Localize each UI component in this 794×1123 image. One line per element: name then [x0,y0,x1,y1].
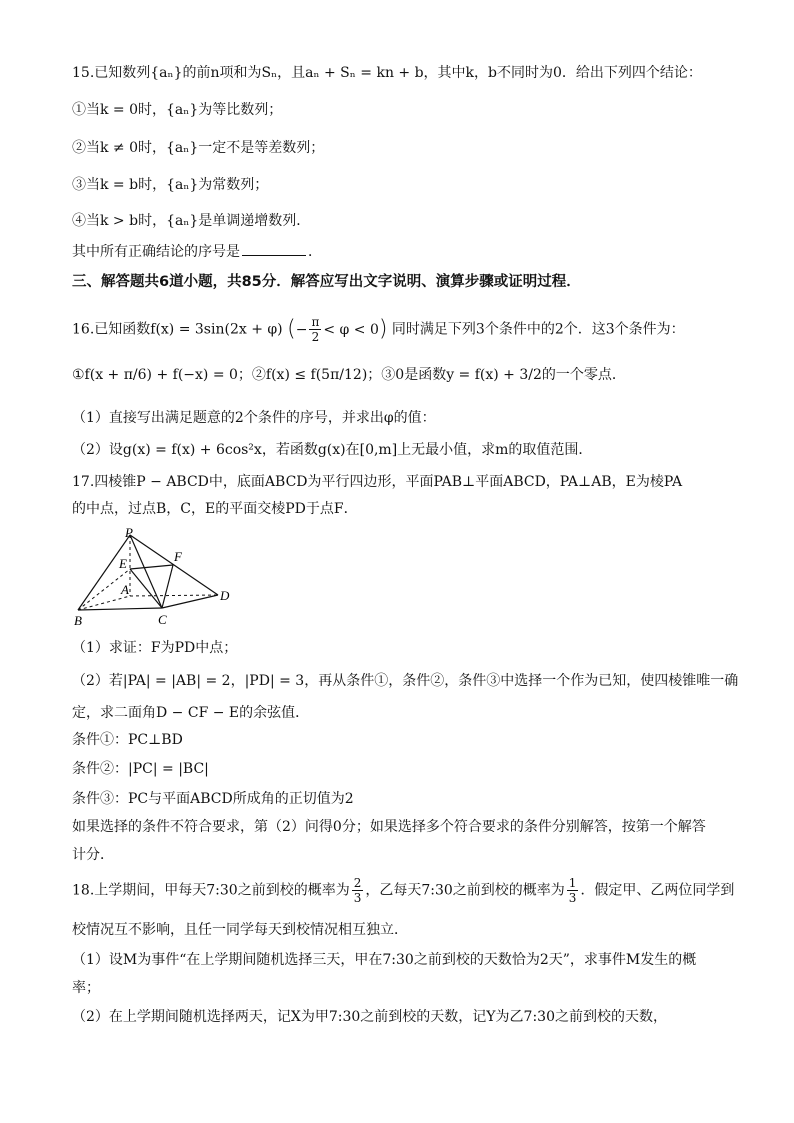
q17-condition-2: 条件②：|PC| = |BC| [72,761,209,777]
q18-stem-text-c: ．假定甲、乙两位同学到 [580,882,735,899]
q15-ask-text: 其中所有正确结论的序号是 [72,244,240,260]
fraction-2-3: $\frac{2}{3}$ [353,876,362,905]
fraction-1-3: $\frac{1}{3}$ [568,876,577,905]
q17-note-2: 计分． [72,847,114,863]
label-C: C [158,612,167,627]
q15-ask: 其中所有正确结论的序号是 ． [72,244,322,260]
q15-stem-text: 15.已知数列{aₙ}的前n项和为Sₙ，且aₙ + Sₙ = kn + b，其中k，b不同时为0．给出下列四个结论： [72,65,702,81]
label-B: B [74,613,82,628]
q17-note-1: 如果选择的条件不符合要求，第（2）问得0分；如果选择多个符合要求的条件分别解答，按第一个解答 [72,819,706,835]
paren-left: ( [287,316,296,342]
q17-stem-1: 17.四棱锥P − ABCD中，底面ABCD为平行四边形，平面PAB⊥平面ABCD，PA⊥AB，E为棱PA [72,474,683,490]
q15-stem [72,64,702,82]
q16-stem [72,315,685,344]
q15-conclusion-1: ①当k = 0时，{aₙ}为等比数列； [72,102,283,118]
label-P: P [125,526,133,540]
q18-part2: （2）在上学期间随机选择两天，记X为甲7:30之前到校的天数，记Y为乙7:30之前到校的天数， [72,1009,667,1025]
q18-stem-1 [72,876,734,905]
q16-function: 16.已知函数f(x) = 3sin(2x + φ) [72,321,283,338]
q15-conclusion-2: ②当k ≠ 0时，{aₙ}一定不是等差数列； [72,140,325,156]
q18-stem-2: 校情况互不影响，且任一同学每天到校情况相互独立． [72,922,408,938]
q16-phi-range: − $\frac{\pi}{2}$ < φ < 0 [295,315,379,344]
label-A: A [121,582,129,597]
paren-right: ) [378,316,388,342]
q17-condition-3: 条件③：PC与平面ABCD所成角的正切值为2 [72,791,354,807]
q17-part2-a: （2）若|PA| = |AB| = 2，|PD| = 3，再从条件①，条件②，条件③中选择一个作为已知，使四棱锥唯一确 [72,673,739,689]
pyramid-figure [72,526,242,628]
label-D: D [220,588,230,603]
section-heading: 三、解答题共6道小题，共85分．解答应写出文字说明、演算步骤或证明过程． [72,274,581,290]
q17-part2-b: 定，求二面角D − CF − E的余弦值． [72,705,310,721]
q17-condition-1: 条件①：PC⊥BD [72,732,183,748]
q16-conditions: ①f(x + π/6) + f(−x) = 0；②f(x) ≤ f(5π/12)；③0是函数y = f(x) + 3/2的一个零点． [72,367,626,383]
q17-stem-2: 的中点，过点B，C，E的平面交棱PD于点F． [72,501,358,517]
q15-conclusion-4: ④当k > b时，{aₙ}是单调递增数列． [72,213,311,229]
q18-stem-text-a: 18.上学期间，甲每天7:30之前到校的概率为 [72,882,350,899]
q17-part1: （1）求证：F为PD中点； [72,640,238,656]
q16-part2: （2）设g(x) = f(x) + 6cos²x，若函数g(x)在[0,m]上无最小值，求m的取值范围． [72,442,593,458]
q18-part1-a: （1）设M为事件“在上学期间随机选择三天，甲在7:30之前到校的天数恰为2天”，求事件M发生的概 [72,952,697,968]
q15-conclusion-3: ③当k = b时，{aₙ}为常数列； [72,177,269,193]
q18-part1-b: 率； [72,980,100,996]
q18-stem-text-b: ，乙每天7:30之前到校的概率为 [365,882,565,899]
label-E: E [119,556,127,571]
answer-blank [242,243,306,256]
q16-part1: （1）直接写出满足题意的2个条件的序号，并求出φ的值： [72,410,436,426]
q16-stem-text: 同时满足下列3个条件中的2个．这3个条件为： [391,321,685,338]
label-F: F [174,549,182,564]
